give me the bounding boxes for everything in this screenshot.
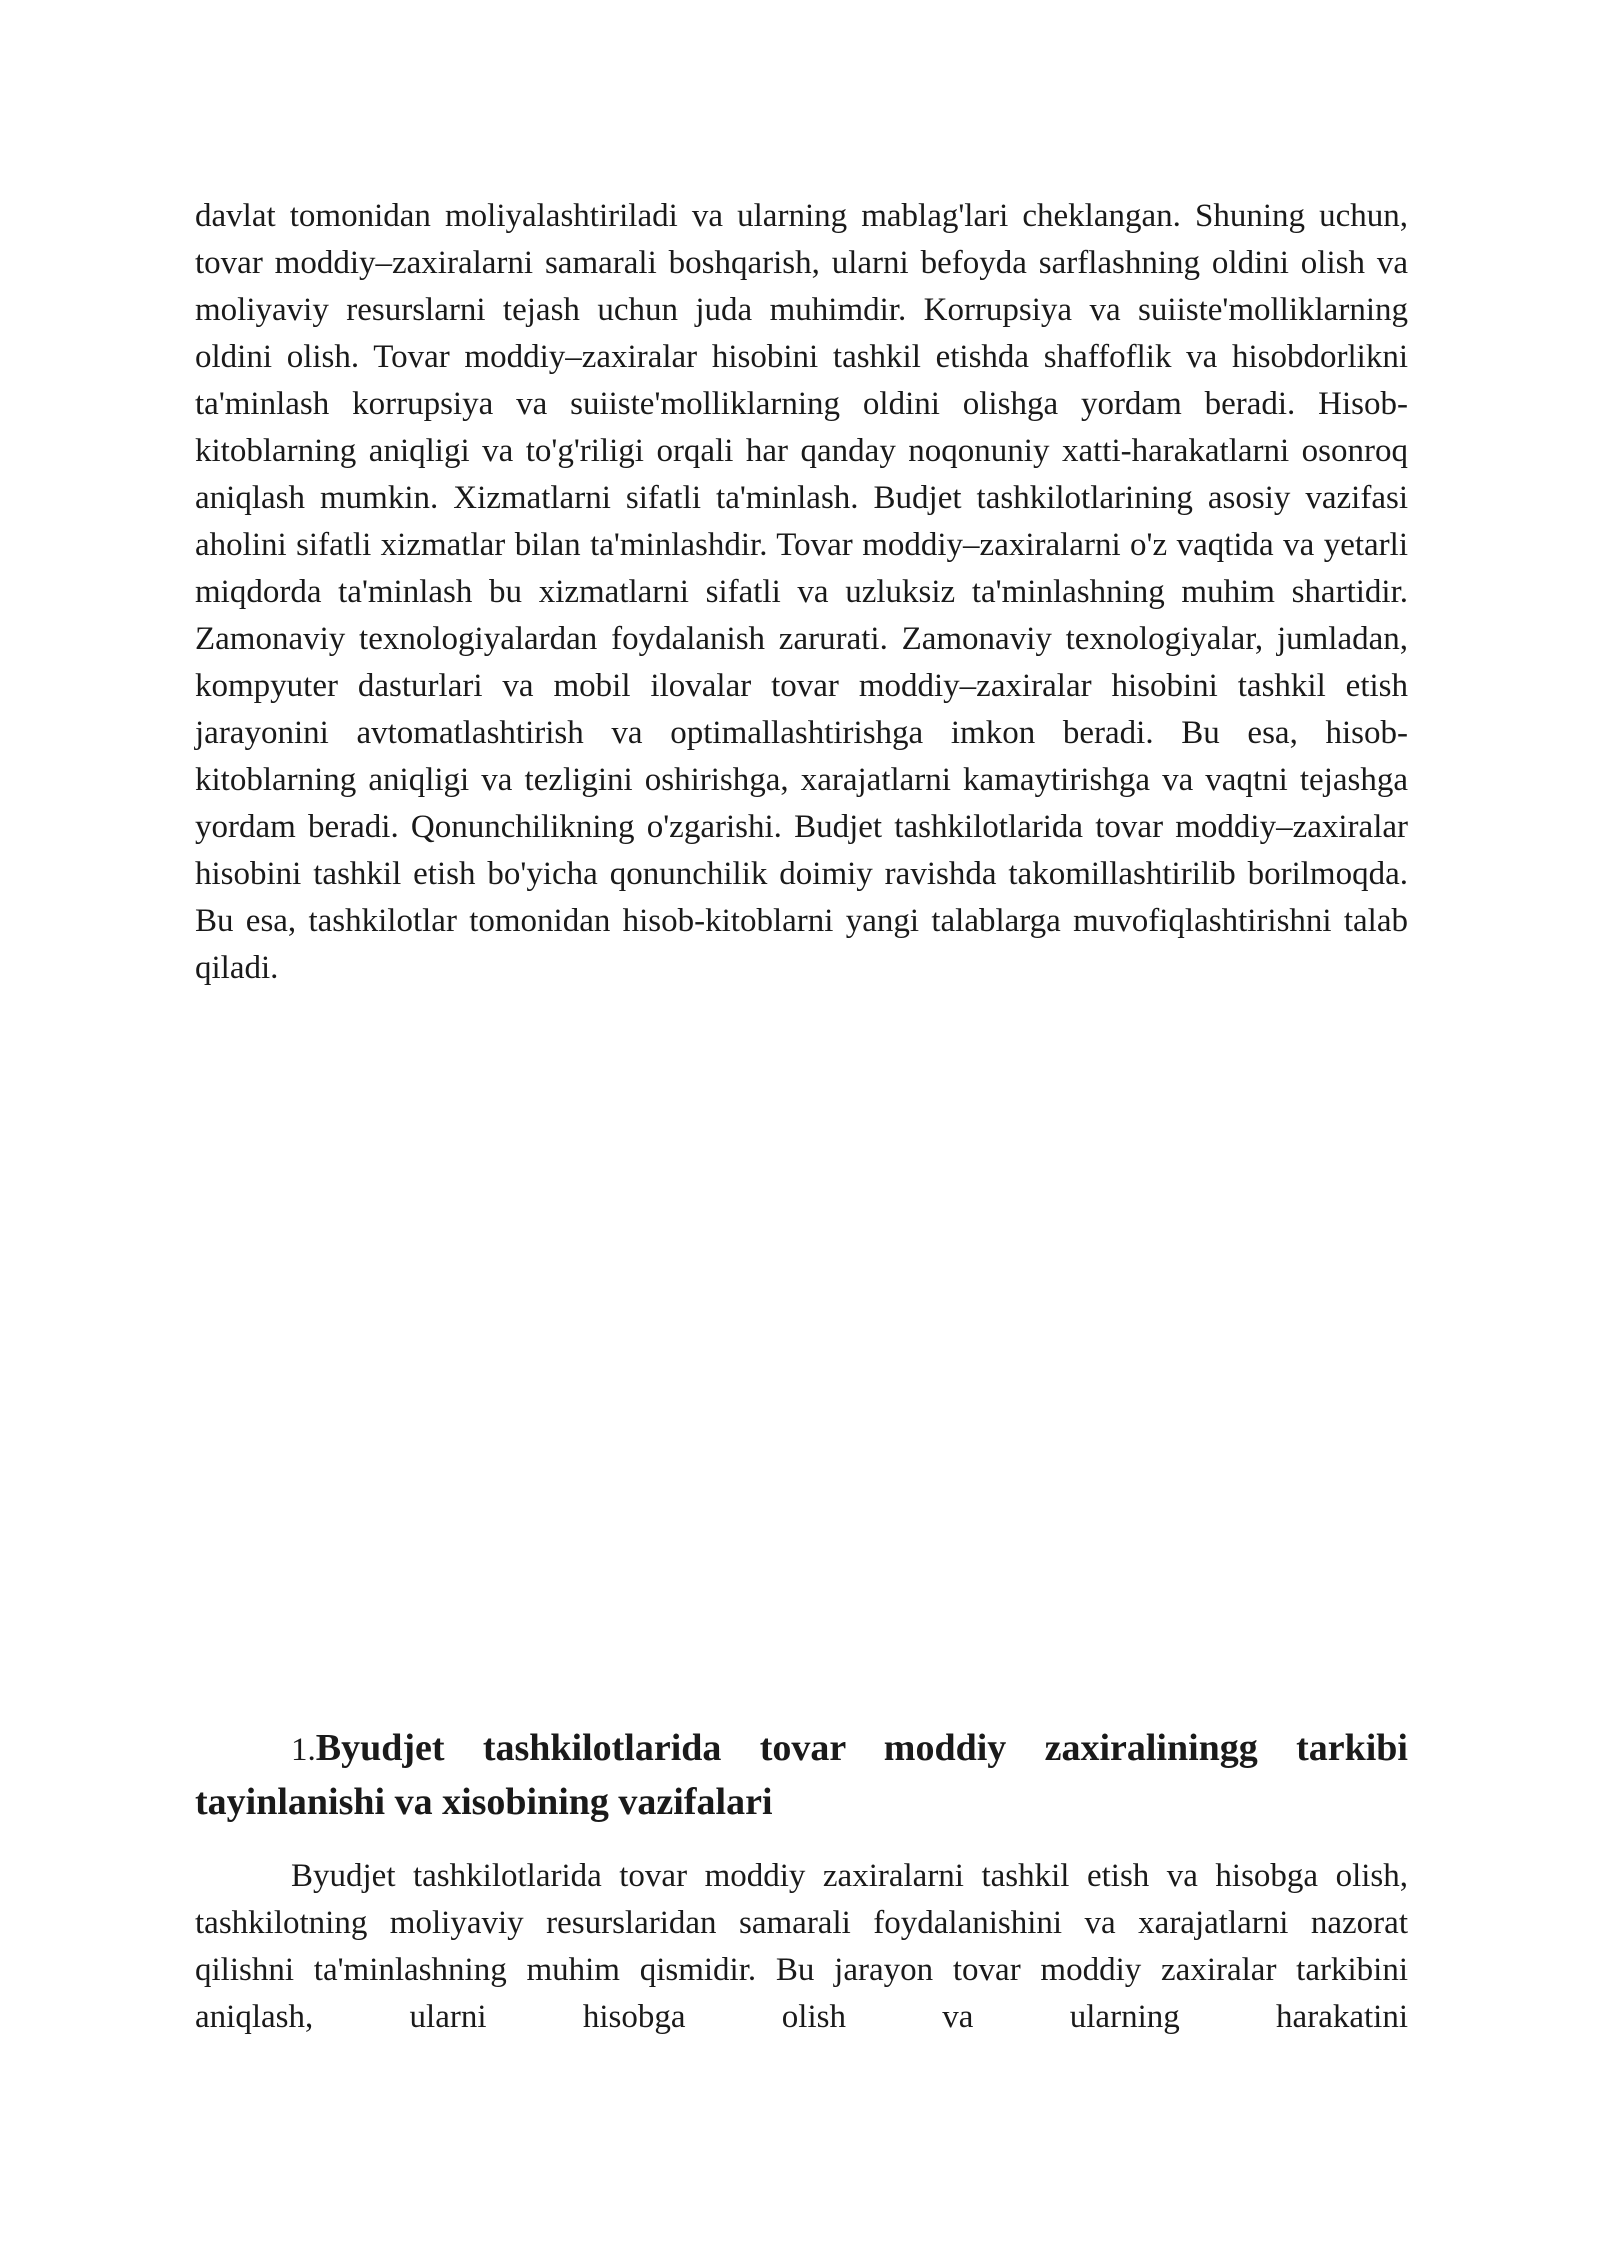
heading-text: Byudjet tashkilotlarida tovar moddiy zaxiraliningg tarkibi tayinlanishi va xisobining vazifalari bbox=[195, 1727, 1408, 1823]
heading-number: 1. bbox=[291, 1732, 316, 1768]
body-paragraph: davlat tomonidan moliyalashtiriladi va ularning mablag'lari cheklangan. Shuning uchun, tovar moddiy–zaxiralarni samarali boshqarish, ularni befoyda sarflashning oldini olish va moliyaviy resurslarni tejash uchun juda muhimdir. Korrupsiya va suiiste'molliklarning oldini olish. Tovar moddiy–zaxiralar hisobini tashkil etishda shaffoflik va hisobdorlikni ta'minlash korrupsiya va suiiste'molliklarning oldini olishga yordam beradi. Hisob-kitoblarning aniqligi va to'g'riligi orqali har qanday noqonuniy xatti-harakatlarni osonroq aniqlash mumkin. Xizmatlarni sifatli ta'minlash. Budjet tashkilotlarining asosiy vazifasi aholini sifatli xizmatlar bilan ta'minlashdir. Tovar moddiy–zaxiralarni o'z vaqtida va yetarli miqdorda ta'minlash bu xizmatlarni sifatli va uzluksiz ta'minlashning muhim shartidir. Zamonaviy texnologiyalardan foydalanish zarurati. Zamonaviy texnologiyalar, jumladan, kompyuter dasturlari va mobil ilovalar tovar moddiy–zaxiralar hisobini tashkil etish jarayonini avtomatlashtirish va optimallashtirishga imkon beradi. Bu esa, hisob-kitoblarning aniqligi va tezligini oshirishga, xarajatlarni kamaytirishga va vaqtni tejashga yordam beradi. Qonunchilikning o'zgarishi. Budjet tashkilotlarida tovar moddiy–zaxiralar hisobini tashkil etish bo'yicha qonunchilik doimiy ravishda takomillashtirilib borilmoqda. Bu esa, tashkilotlar tomonidan hisob-kitoblarni yangi talablarga muvofiqlashtirishni talab qiladi. bbox=[195, 198, 1408, 986]
section-heading bbox=[195, 1722, 1408, 1828]
body-paragraph: Byudjet tashkilotlarida tovar moddiy zaxiralarni tashkil etish va hisobga olish, tashkilotning moliyaviy resurslaridan samarali foydalanishini va xarajatlarni nazorat qilishni ta'minlashning muhim qismidir. Bu jarayon tovar moddiy zaxiralar tarkibini aniqlash, ularni hisobga olish va ularning harakatini bbox=[195, 1858, 1408, 2035]
